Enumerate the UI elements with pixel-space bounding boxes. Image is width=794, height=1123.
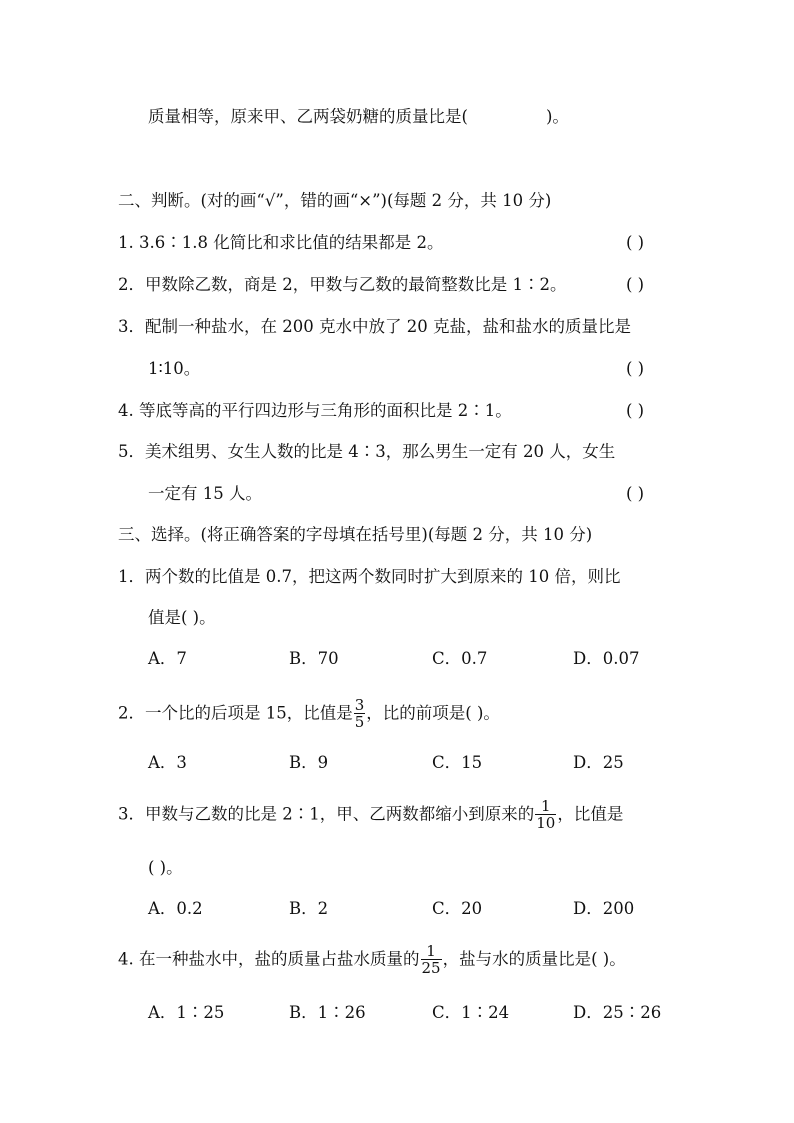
q1-option-c: C．0.7 [432,649,488,668]
q4-fraction-numerator: 1 [421,944,442,960]
q3-option-a: A．0.2 [148,899,203,918]
choice-q2-line [118,698,500,730]
judge-item-3: 3．配制一种盐水，在 200 克水中放了 20 克盐，盐和盐水的质量比是 [118,317,631,336]
judge-item-4: 4. 等底等高的平行四边形与三角形的面积比是 2∶1。 [118,401,512,420]
q4-text-pre: 4. 在一种盐水中，盐的质量占盐水质量的 [118,949,420,969]
q2-option-a: A．3 [148,753,187,772]
q1-option-a: A．7 [148,649,187,668]
q3-text-post: ，比值是 [557,804,624,824]
continued-text: 质量相等，原来甲、乙两袋奶糖的质量比是( [148,107,468,126]
choice-q4-line [118,944,626,976]
q3-option-b: B．2 [289,899,329,918]
section2-heading: 二、判断。(对的画“√”，错的画“×”)(每题 2 分，共 10 分) [118,191,552,210]
judge-answer-paren-5: ( ) [626,484,645,503]
q1-option-b: B．70 [289,649,339,668]
judge-answer-paren-3: ( ) [626,359,645,378]
choice-q1-line1: 1．两个数的比值是 0.7，把这两个数同时扩大到原来的 10 倍，则比 [118,567,621,586]
judge-answer-paren-4: ( ) [626,401,645,420]
q2-option-d: D．25 [573,753,624,772]
judge-item-5-cont: 一定有 15 人。 [148,484,262,503]
continued-question-line [148,106,569,128]
choice-q3-line2: ( )。 [148,858,183,877]
q4-option-c: C．1∶24 [432,1003,510,1022]
choice-q3-line1 [118,799,623,831]
q3-fraction-numerator: 1 [535,799,556,815]
q3-option-d: D．200 [573,899,635,918]
judge-answer-paren-1: ( ) [626,233,645,252]
q4-option-d: D．25∶26 [573,1003,662,1022]
judge-item-1: 1. 3.6∶1.8 化简比和求比值的结果都是 2。 [118,233,444,252]
q2-option-c: C．15 [432,753,483,772]
continued-text-end: )。 [545,107,569,126]
q4-option-a: A．1∶25 [148,1003,225,1022]
judge-item-5: 5．美术组男、女生人数的比是 4∶3，那么男生一定有 20 人，女生 [118,442,616,461]
q2-fraction-numerator: 3 [354,696,365,714]
q1-option-d: D．0.07 [573,649,640,668]
q2-text-pre: 2．一个比的后项是 15，比值是 [118,703,353,723]
q4-option-b: B．1∶26 [289,1003,366,1022]
choice-q1-line2: 值是( )。 [148,608,216,627]
q3-option-c: C．20 [432,899,483,918]
q4-fraction [421,944,442,976]
judge-item-2: 2．甲数除乙数，商是 2，甲数与乙数的最简整数比是 1∶2。 [118,275,567,294]
q2-fraction-denominator: 5 [354,713,365,731]
section3-heading: 三、选择。(将正确答案的字母填在括号里)(每题 2 分，共 10 分) [118,525,593,544]
q3-fraction [535,799,556,831]
q4-text-post: ，盐与水的质量比是( )。 [442,949,626,969]
judge-answer-paren-2: ( ) [626,275,645,294]
q2-fraction [354,698,366,730]
judge-item-3-cont: 1∶10。 [148,359,201,378]
q2-text-post: ，比的前项是( )。 [366,703,500,723]
q4-fraction-denominator: 25 [421,959,441,977]
q2-option-b: B．9 [289,753,329,772]
q3-text-pre: 3．甲数与乙数的比是 2∶1，甲、乙两数都缩小到原来的 [118,804,535,824]
q3-fraction-denominator: 10 [536,814,556,832]
